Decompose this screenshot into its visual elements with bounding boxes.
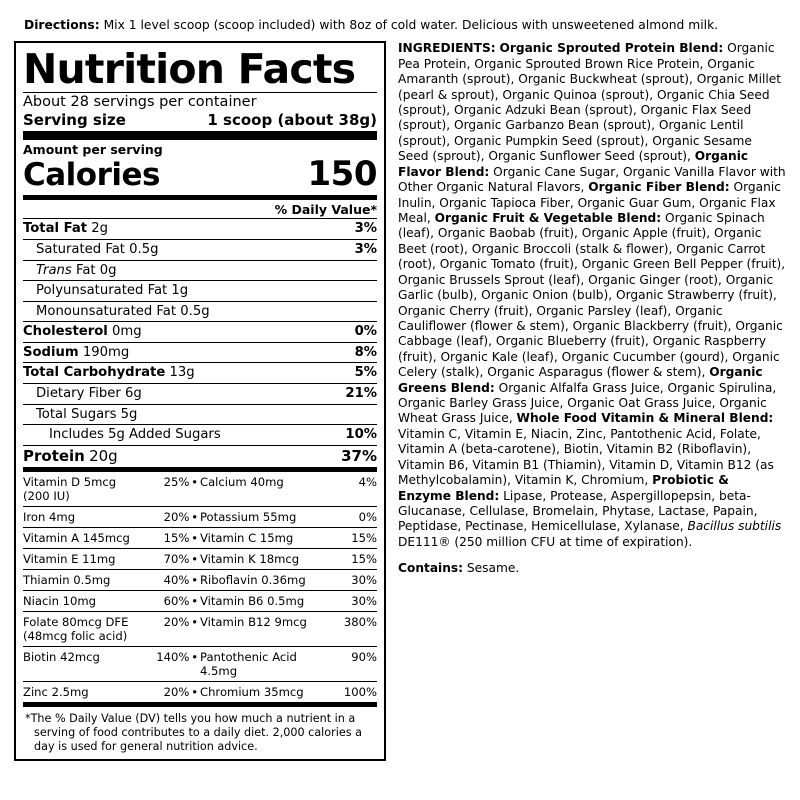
vitamin-name: Folate 80mcg DFE xyxy=(23,615,129,630)
nutrient-label: Saturated Fat xyxy=(36,241,125,257)
vitamin-name-2: Calcium 40mg xyxy=(200,472,331,507)
calories-label: Calories xyxy=(23,157,160,194)
vitamin-name-2: Riboflavin 0.36mg xyxy=(200,570,331,591)
nutrient-amount: 2g xyxy=(91,221,109,237)
servings-per-container: About 28 servings per container xyxy=(23,94,257,111)
nutrient-amount: 190mg xyxy=(82,344,130,360)
bullet-separator: • xyxy=(189,612,200,647)
bullet-separator: • xyxy=(189,549,200,570)
bullet-separator: • xyxy=(191,685,199,700)
vitamin-dv-2: 100% xyxy=(343,685,377,700)
bullet-separator: • xyxy=(189,591,200,612)
table-row xyxy=(23,528,377,549)
nutrient-amount: 1g xyxy=(171,283,189,299)
table-row xyxy=(23,507,377,528)
vitamin-dv: 70% xyxy=(143,549,189,570)
nutrient-dv: 37% xyxy=(341,446,377,465)
nutrient-dv xyxy=(369,263,377,279)
nutrient-label: Sodium xyxy=(23,344,79,360)
nutrient-amount: 0mg xyxy=(111,324,142,340)
vitamin-dv-2: 15% xyxy=(331,549,377,570)
nutrient-amount: Fat 0g xyxy=(75,262,117,278)
nutrient-dv xyxy=(369,283,377,299)
nutrient-label: Total Carbohydrate xyxy=(23,365,166,381)
nutrient-dv xyxy=(369,304,377,320)
footnote-text: *The % Daily Value (DV) tells you how much a nutrient in a serving of food contributes to a daily diet. 2,000 calories a day is used for general nutrition advice. xyxy=(25,712,362,753)
nutrition-facts-panel xyxy=(14,41,386,760)
nutrient-row-total-fat xyxy=(23,219,377,239)
table-row xyxy=(23,472,377,507)
nutrient-label: Protein xyxy=(23,446,85,465)
bullet-separator: • xyxy=(189,647,200,682)
ingredients-paragraph xyxy=(398,41,786,550)
serving-size-label: Serving size xyxy=(23,111,126,130)
bacillus-subtilis-detail: DE111® (250 million CFU at time of expiration). xyxy=(398,534,693,549)
vitamin-name: Niacin 10mg xyxy=(23,591,143,612)
contains-label: Contains: xyxy=(398,561,464,576)
table-row xyxy=(23,647,377,682)
vitamin-dv: 20% xyxy=(163,685,190,700)
vitamin-dv-2: 90% xyxy=(331,647,377,682)
vitamin-dv: 15% xyxy=(143,528,189,549)
bullet-separator: • xyxy=(189,528,200,549)
vitamin-subnote: (48mcg folic acid) xyxy=(23,629,128,644)
vitamin-name: Vitamin E 11mg xyxy=(23,549,143,570)
nutrient-amount: 5g xyxy=(120,406,138,422)
nutrient-amount: 13g xyxy=(169,365,195,381)
vitamin-dv-2: 380% xyxy=(331,612,377,647)
table-row xyxy=(23,612,377,647)
bacillus-subtilis-name: Bacillus subtilis xyxy=(687,519,782,534)
table-row xyxy=(23,570,377,591)
nutrient-dv: 3% xyxy=(354,241,377,257)
calories-row xyxy=(23,154,377,194)
nutrient-row-sodium xyxy=(23,343,377,363)
serving-size-value: 1 scoop (about 38g) xyxy=(207,111,377,130)
vitamin-dv-2: 15% xyxy=(331,528,377,549)
contains-text: Sesame. xyxy=(463,561,520,576)
vitamin-name-2: Vitamin B12 9mcg xyxy=(200,612,331,647)
table-row xyxy=(23,549,377,570)
table-row xyxy=(23,682,377,703)
directions-body: Mix 1 level scoop (scoop included) with 8oz of cold water. Delicious with unsweetened almond milk. xyxy=(99,18,719,32)
bullet-separator: • xyxy=(189,472,200,507)
blend-name-vitamin-mineral: Whole Food Vitamin & Mineral Blend: xyxy=(516,411,774,426)
daily-value-footnote xyxy=(23,712,377,753)
nutrient-dv: 10% xyxy=(345,427,377,443)
blend-name-sprouted-protein: Organic Sprouted Protein Blend: xyxy=(499,41,724,56)
blend-name-greens: Organic Greens Blend: xyxy=(398,365,763,395)
vitamin-dv-2: 0% xyxy=(331,507,377,528)
nutrient-row-polyunsaturated-fat xyxy=(23,281,377,301)
calories-value: 150 xyxy=(307,154,377,195)
vitamin-name: Thiamin 0.5mg xyxy=(23,570,143,591)
label-columns xyxy=(14,41,786,760)
nutrient-row-monounsaturated-fat xyxy=(23,302,377,322)
blend-name-fiber: Organic Fiber Blend: xyxy=(588,180,730,195)
nutrient-label: Includes 5g Added Sugars xyxy=(49,427,221,443)
contains-statement xyxy=(398,561,786,576)
nutrient-dv: 5% xyxy=(354,365,377,381)
nutrient-amount: 0.5g xyxy=(180,303,210,319)
bullet-separator: • xyxy=(189,570,200,591)
nutrient-row-trans-fat xyxy=(23,261,377,281)
nutrient-row-added-sugars xyxy=(23,425,377,445)
nutrition-facts-column xyxy=(14,41,386,760)
nutrient-dv: 8% xyxy=(354,344,377,360)
nutrition-facts-title: Nutrition Facts xyxy=(23,45,356,94)
vitamin-name-2: Potassium 55mg xyxy=(200,507,331,528)
vitamin-name: Vitamin D 5mcg (200 IU) xyxy=(23,472,143,507)
blend-text-fruit-vegetable: Organic Spinach (leaf), Organic Baobab (fruit), Organic Apple (fruit), Organic Beet (root), Organic Broccoli (stalk & flower), Organic Carrot (root), Organic Tomato (fruit), Organic Green Bell Pepper (fruit), Organic Brussels Sprout (leaf), Organic Ginger (root), Organic Garlic (bulb), Organic Onion (bulb), Organic Strawberry (fruit), Organic Cherry (fruit), Organic Parsley (leaf), Organic Cauliflower (flower & stem), Organic Blackberry (fruit), Organic Cabbage (leaf), Organic Blueberry (fruit), Organic Raspberry (fruit), Organic Kale (leaf), Organic Cucumber (gourd), Organic Celery (stalk), Organic Asparagus (flower & stem), xyxy=(398,211,786,380)
nutrient-label: Monounsaturated Fat xyxy=(36,303,177,319)
vitamin-name-2: Vitamin B6 0.5mg xyxy=(200,591,331,612)
vitamin-dv: 20% xyxy=(143,507,189,528)
nutrient-label: Trans xyxy=(36,262,72,278)
vitamin-name-2: Vitamin K 18mcg xyxy=(200,549,331,570)
nutrient-amount: 0.5g xyxy=(129,241,159,257)
bullet-separator: • xyxy=(189,507,200,528)
vitamin-name: Biotin 42mcg xyxy=(23,647,143,682)
nutrient-label: Total Sugars xyxy=(36,406,117,422)
ingredients-heading: INGREDIENTS: xyxy=(398,41,496,56)
vitamin-dv: 40% xyxy=(143,570,189,591)
table-row xyxy=(23,591,377,612)
blend-text-vitamin-mineral: Vitamin C, Vitamin E, Niacin, Zinc, Pantothenic Acid, Folate, Vitamin A (beta-carotene), Biotin, Vitamin B2 (Riboflavin), Vitamin B6, Vitamin B1 (Thiamin), Vitamin D, Vitamin B12 (as Methylcobalamin), Vitamin K, Chromium, xyxy=(398,426,774,488)
nutrient-label: Total Fat xyxy=(23,221,88,237)
vitamin-dv-2: 4% xyxy=(331,472,377,507)
nutrient-row-saturated-fat xyxy=(23,240,377,260)
vitamin-dv-2: 30% xyxy=(331,570,377,591)
blend-text-greens: Organic Alfalfa Grass Juice, Organic Spirulina, Organic Barley Grass Juice, Organic Oat Grass Juice, Organic Wheat Grass Juice, xyxy=(398,380,777,426)
directions-label: Directions: xyxy=(24,18,100,32)
vitamin-name-2: Pantothenic Acid 4.5mg xyxy=(200,647,331,682)
nutrient-row-dietary-fiber xyxy=(23,384,377,404)
blend-text-sprouted-protein: Organic Pea Protein, Organic Sprouted Brown Rice Protein, Organic Amaranth (sprout), Organic Buckwheat (sprout), Organic Millet (pearl & sprout), Organic Quinoa (sprout), Organic Chia Seed (sprout), Organic Adzuki Bean (sprout), Organic Flax Seed (sprout), Organic Garbanzo Bean (sprout), Organic Lentil (sprout), Organic Pumpkin Seed (sprout), Organic Sesame Seed (sprout), Organic Sunflower Seed (sprout), xyxy=(398,41,782,164)
nutrient-dv xyxy=(369,407,377,423)
vitamin-name: Iron 4mg xyxy=(23,507,143,528)
ingredients-column xyxy=(398,41,786,589)
nutrient-amount: 20g xyxy=(89,446,118,465)
vitamin-dv: 20% xyxy=(143,612,189,647)
vitamin-name-2: Vitamin C 15mg xyxy=(200,528,331,549)
nutrient-row-total-sugars xyxy=(23,405,377,425)
vitamin-name: Vitamin A 145mcg xyxy=(23,528,143,549)
blend-text-flavor: Organic Cane Sugar, Organic Vanilla Flavor with Other Organic Natural Flavors, xyxy=(398,164,786,195)
vitamin-name-2: Chromium 35mcg xyxy=(199,685,304,700)
blend-name-fruit-vegetable: Organic Fruit & Vegetable Blend: xyxy=(434,211,662,225)
daily-value-header: % Daily Value* xyxy=(274,202,377,218)
vitamin-dv: 25% xyxy=(143,472,189,507)
nutrient-label: Polyunsaturated Fat xyxy=(36,283,168,299)
directions-text xyxy=(24,18,778,33)
nutrient-label: Dietary Fiber xyxy=(36,385,121,401)
blend-name-probiotic-enzyme: Probiotic & Enzyme Blend: xyxy=(398,473,729,503)
serving-size-row xyxy=(23,111,377,129)
amount-per-serving-label: Amount per serving xyxy=(23,142,163,158)
nutrient-amount: 6g xyxy=(125,385,142,401)
vitamin-dv-2: 30% xyxy=(331,591,377,612)
blend-name-flavor: Organic Flavor Blend: xyxy=(398,149,749,179)
nutrient-row-protein xyxy=(23,446,377,468)
blend-text-fiber: Organic Inulin, Organic Tapioca Fiber, Organic Guar Gum, Organic Flax Meal, xyxy=(398,180,781,225)
vitamin-dv: 140% xyxy=(143,647,189,682)
nutrient-row-total-carbohydrate xyxy=(23,363,377,383)
vitamins-table xyxy=(23,472,377,702)
nutrient-dv: 3% xyxy=(354,221,377,237)
nutrient-dv: 0% xyxy=(354,324,377,340)
blend-text-probiotic-enzyme: Lipase, Protease, Aspergillopepsin, beta-Glucanase, Cellulase, Bromelain, Phytase, Lactase, Papain, Peptidase, Pectinase, Hemicellulase, Xylanase, xyxy=(398,488,758,534)
nutrient-dv: 21% xyxy=(345,385,377,401)
vitamin-name: Zinc 2.5mg xyxy=(23,685,89,700)
nutrient-row-cholesterol xyxy=(23,322,377,342)
vitamin-dv: 60% xyxy=(143,591,189,612)
nutrient-label: Cholesterol xyxy=(23,324,108,340)
